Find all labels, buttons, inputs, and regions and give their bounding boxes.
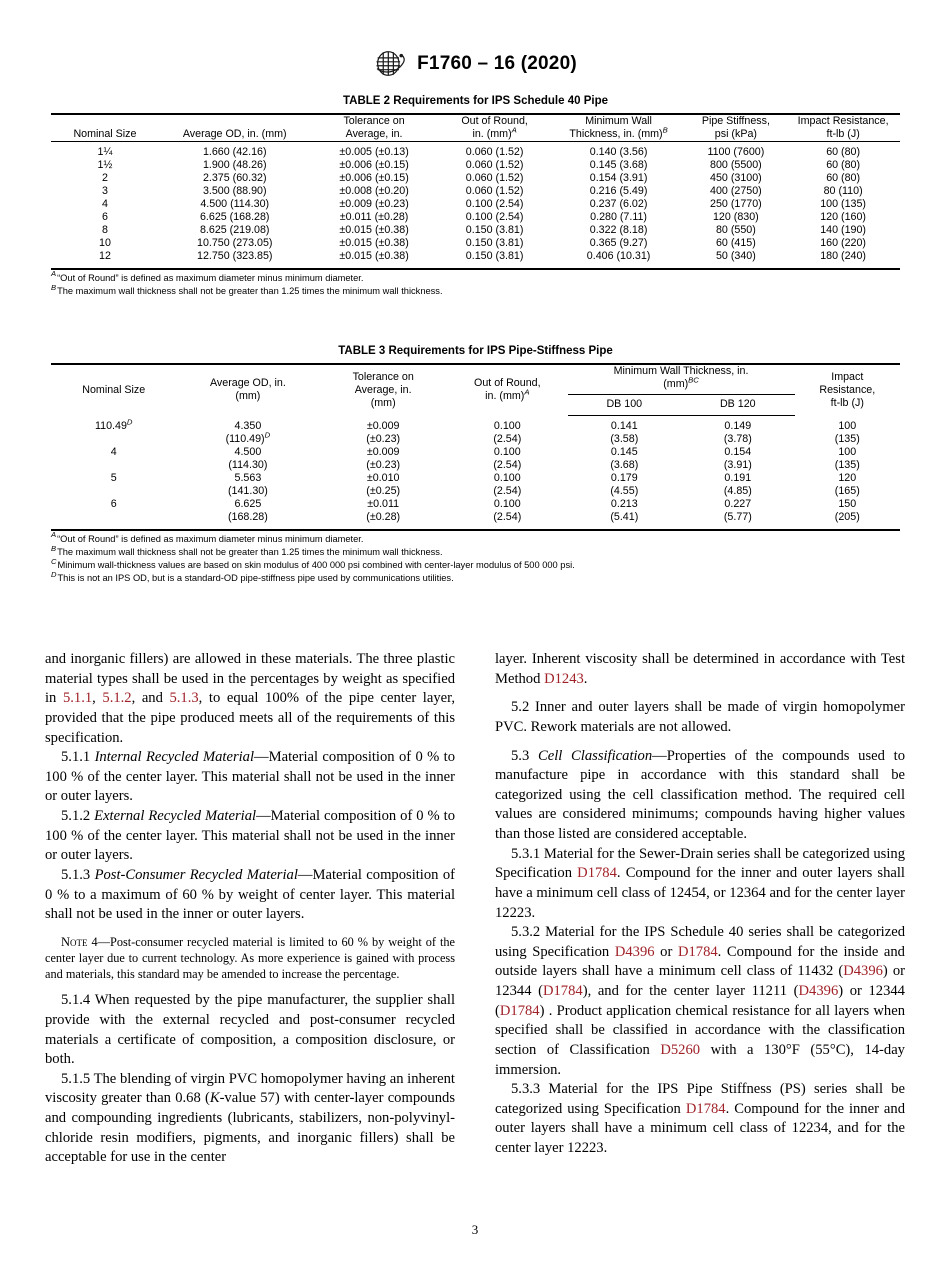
cell-out-of-round-in: 0.100	[493, 472, 521, 485]
cell-out-of-round-mm: (2.54)	[493, 433, 522, 446]
cell-db120-in: 0.227	[724, 498, 752, 511]
footnote-a: $^A$“Out of Round” is defined as maximum diameter minus minimum diameter.	[51, 530, 364, 544]
cell-tolerance-in: ±0.011	[367, 498, 400, 511]
cell-db120-mm: (3.91)	[723, 459, 752, 472]
cell-average-od-mm: (114.30)	[228, 459, 268, 472]
cell-impact-j: (135)	[834, 433, 860, 446]
cell-db100-in: 0.213	[610, 498, 638, 511]
table-row	[51, 433, 900, 446]
standard-ref-d1243[interactable]: D1243	[544, 670, 584, 687]
cell-average-od-in: 4.350	[234, 419, 262, 432]
cell-blank	[51, 511, 176, 529]
standard-ref-d5260[interactable]: D5260	[660, 1041, 701, 1058]
standard-ref-d4396[interactable]: D4396	[798, 983, 839, 999]
right-text-column	[495, 650, 905, 1168]
cell-tolerance-mm: (±0.23)	[366, 433, 401, 446]
paragraph-continuation: and inorganic fillers) are allowed in these materials. The three plastic material types shall be used in the percentages by weight as specified in 5.1.1, 5.1.2, and 5.1.3, to equal 100% of the pipe center layer, provided that the pipe produced meets all of the requirements of this specification.	[45, 651, 456, 746]
note-label: Note	[61, 934, 88, 949]
cell-min-wall: 0.145 (3.68)	[589, 159, 648, 172]
section-5-3-2: 5.3.2 Material for the IPS Schedule 40 series shall be categorized using Specification D4396 or D1784. Compound for the inside and outside layers shall have a minimum cell class of 11432 (D4396) or 12344 (D1784), and for the center layer 11211 (D4396) or 12344 (D1784) . Product application chemical resistance for all layers when specified shall be classified in accordance with the classification section of Classification D5260 with a 130°F (55°C), 14-day immersion.	[495, 924, 905, 1078]
footnote-d: $^D$This is not an IPS OD, but is a standard-OD pipe-stiffness pipe used by communications utilities.	[51, 569, 454, 584]
cell-out-of-round: 0.150 (3.81)	[438, 250, 552, 268]
table-2-block	[51, 95, 900, 298]
table-2-footnotes	[51, 269, 900, 298]
section-5-1-3: 5.1.3 Post-Consumer Recycled Material—Material composition of 0 % to a maximum of 60 % by weight of center layer. This material shall not be used in the inner or outer layers.	[45, 866, 456, 923]
table-row	[51, 172, 900, 185]
cell-out-of-round: 0.060 (1.52)	[465, 159, 524, 172]
table-row	[51, 142, 900, 160]
table-row	[51, 511, 900, 529]
cell-tolerance: ±0.008 (±0.20)	[339, 185, 409, 198]
cell-blank	[51, 459, 176, 472]
t2-col-header-pipe-stiffness: Pipe Stiffness, psi (kPa)	[686, 114, 787, 142]
cell-nominal-size: 3	[101, 185, 108, 198]
cell-nominal-size: 2	[101, 172, 108, 185]
t3-sub-header-db100: DB 100	[568, 395, 682, 416]
footnote-marker-a: A	[511, 125, 517, 135]
cell-pipe-stiffness: 60 (415)	[715, 237, 756, 250]
cell-tolerance-mm: (±0.28)	[319, 511, 447, 529]
cell-out-of-round-in: 0.100	[493, 498, 521, 511]
section-5-2: 5.2 Inner and outer layers shall be made of virgin homopolymer PVC. Rework materials are not allowed.	[495, 699, 905, 735]
cell-pipe-stiffness: 450 (3100)	[710, 172, 762, 185]
cell-db120-mm: (3.78)	[723, 433, 752, 446]
cell-impact-resistance: 180 (240)	[786, 250, 900, 268]
cell-nominal-size: $110.49^D$	[95, 417, 133, 432]
cell-impact-j: (205)	[795, 511, 900, 529]
cell-impact-resistance: 60 (80)	[826, 172, 861, 185]
cell-db100-in: 0.145	[610, 446, 638, 459]
cell-tolerance: ±0.006 (±0.15)	[339, 159, 409, 172]
t2-col-header-average-od: Average OD, in. (mm)	[159, 114, 311, 142]
footnote-marker-a: A	[524, 387, 530, 397]
cell-out-of-round-mm: (2.54)	[493, 459, 522, 472]
cell-db120-mm: (5.77)	[681, 511, 795, 529]
document-header	[0, 50, 950, 77]
table-row	[51, 250, 900, 268]
cell-out-of-round: 0.100 (2.54)	[465, 198, 524, 211]
cell-tolerance-in: ±0.009	[366, 419, 400, 432]
cell-average-od-mm: (168.28)	[176, 511, 319, 529]
cell-db100-in: 0.179	[610, 472, 638, 485]
cell-impact-ft: 100	[838, 446, 857, 459]
table-row	[51, 498, 900, 511]
cell-nominal-size: 12	[51, 250, 159, 268]
cell-pipe-stiffness: 400 (2750)	[710, 185, 762, 198]
cell-nominal-size: 10	[99, 237, 111, 250]
cell-average-od: 1.660 (42.16)	[202, 146, 267, 159]
k-value-italic: K	[209, 1090, 220, 1107]
cell-db100-in: 0.141	[610, 420, 638, 433]
cell-pipe-stiffness: 120 (830)	[712, 211, 759, 224]
footnote-marker-b: B	[662, 125, 668, 135]
section-5-1-2: 5.1.2 External Recycled Material—Material composition of 0 % to 100 % of the center layer. This material shall not be used in the inner or outer layers.	[45, 808, 456, 864]
standard-ref-d4396[interactable]: D4396	[614, 943, 655, 960]
cell-tolerance: ±0.009 (±0.23)	[339, 198, 409, 211]
cell-db100-mm: (4.55)	[610, 485, 639, 498]
t3-col-header-out-of-round: Out of Round, in. (mm)$^A$	[474, 377, 541, 403]
cell-pipe-stiffness: 800 (5500)	[710, 159, 762, 172]
cell-db100-mm: (3.58)	[610, 433, 639, 446]
table-3-footnotes	[51, 530, 900, 586]
cell-out-of-round-mm: (2.54)	[447, 511, 567, 529]
cell-out-of-round-mm: (2.54)	[493, 485, 522, 498]
cell-tolerance-in: ±0.009	[366, 446, 400, 459]
paragraph-continuation: layer. Inherent viscosity shall be determined in accordance with Test Method D1243.	[495, 651, 905, 687]
table-3	[51, 363, 900, 531]
cell-blank	[51, 485, 176, 498]
cell-out-of-round: 0.060 (1.52)	[465, 185, 524, 198]
cell-out-of-round: 0.150 (3.81)	[465, 224, 524, 237]
section-5-3: 5.3 Cell Classification—Properties of the compounds used to manufacture pipe in accordance with this standard shall be categorized using the cell classification method. The required cell values are considered minimums; compounds having higher values than those listed are considered acceptable.	[495, 747, 905, 842]
t3-col-header-impact-resistance: Impact Resistance, ft-lb (J)	[819, 370, 876, 409]
footnote-marker-d: D	[126, 417, 133, 427]
cell-tolerance: ±0.015 (±0.38)	[339, 224, 409, 237]
standard-ref-d1784[interactable]: D1784	[677, 943, 718, 960]
cell-db120-in: 0.154	[724, 446, 752, 459]
table-row	[51, 485, 900, 498]
cell-nominal-size: 6	[110, 498, 117, 511]
t2-col-header-nominal-size: Nominal Size	[51, 114, 159, 142]
section-5-3-1: 5.3.1 Material for the Sewer-Drain series shall be categorized using Specification D1784. Compound for the inner and outer layers shall have a minimum cell class of 12454, or 12364 and for the center layer 12223.	[495, 845, 906, 921]
standard-ref-d1784[interactable]: D1784	[499, 1002, 540, 1019]
table-3-caption: TABLE 3 Requirements for IPS Pipe-Stiffness Pipe	[338, 345, 613, 357]
table-2-body	[51, 142, 900, 269]
table-row	[51, 224, 900, 237]
cell-db100-mm: (5.41)	[568, 511, 682, 529]
cell-average-od: 2.375 (60.32)	[202, 172, 267, 185]
cell-average-od-in: 4.500	[234, 446, 262, 459]
table-row	[51, 159, 900, 172]
table-3-block	[51, 345, 900, 585]
cell-impact-j: (165)	[834, 485, 860, 498]
cell-min-wall: 0.365 (9.27)	[589, 237, 648, 250]
table-2-caption: TABLE 2 Requirements for IPS Schedule 40 Pipe	[343, 95, 608, 107]
t3-col-header-average-od: Average OD, in. (mm)	[209, 377, 286, 403]
cell-average-od: 3.500 (88.90)	[202, 185, 267, 198]
cell-nominal-size: 4	[110, 446, 117, 459]
table-row	[51, 459, 900, 472]
body-text-area	[45, 650, 905, 1168]
cell-tolerance: ±0.015 (±0.38)	[339, 237, 409, 250]
table-row	[51, 211, 900, 224]
cell-db120-in: 0.191	[724, 472, 752, 485]
section-title: Internal Recycled Material	[94, 749, 255, 766]
section-5-1-5: 5.1.5 The blending of virgin PVC homopolymer having an inherent viscosity greater than 0.68 (K-value 57) with center-layer compounds and compounding ingredients (lubricants, stabilizers, non-polyvinyl-chloride resin modifiers, pigments, and inorganic fillers) shall be acceptable for use in the center	[45, 1070, 455, 1166]
cell-average-od: 12.750 (323.85)	[159, 250, 311, 268]
cell-impact-resistance: 100 (135)	[820, 198, 866, 211]
cell-average-od-in: 6.625	[234, 498, 262, 511]
standard-ref-d1784[interactable]: D1784	[685, 1100, 726, 1117]
footnote-c: $^C$Minimum wall-thickness values are based on skin modulus of 400 000 psi combined with center-layer modulus of 500 000 psi.	[51, 556, 575, 570]
table-row	[51, 185, 900, 198]
cell-out-of-round-in: 0.100	[493, 419, 521, 432]
cell-tolerance: ±0.011 (±0.28)	[339, 211, 409, 224]
cell-tolerance: ±0.015 (±0.38)	[311, 250, 438, 268]
footnote-a: $^A$“Out of Round” is defined as maximum diameter minus minimum diameter.	[51, 269, 364, 283]
cell-average-od-mm: $(110.49)^D$	[225, 430, 271, 446]
cell-nominal-size: 4	[101, 198, 108, 211]
cell-db120-in: 0.149	[724, 420, 752, 433]
table-row	[51, 446, 900, 459]
note-4: Note 4—Post-consumer recycled material is limited to 60 % by weight of the center layer due to current technology. As more experience is gained with process and materials, this standard may be amended to increase the percentage.	[45, 934, 455, 982]
standard-ref-d4396[interactable]: D4396	[843, 963, 883, 980]
standard-ref-d1784[interactable]: D1784	[577, 865, 617, 882]
t2-col-header-tolerance: Tolerance on Average, in.	[311, 114, 438, 142]
t3-sub-header-db120: DB 120	[681, 395, 795, 416]
t3-col-header-nominal-size: Nominal Size	[82, 383, 146, 396]
cell-min-wall: 0.140 (3.56)	[589, 146, 648, 159]
cell-tolerance-in: ±0.010	[366, 472, 400, 485]
section-ref-512[interactable]: 5.1.2	[102, 690, 132, 707]
section-ref-511[interactable]: 5.1.1	[62, 690, 93, 707]
table-row	[51, 198, 900, 211]
section-5-3-3: 5.3.3 Material for the IPS Pipe Stiffness (PS) series shall be categorized using Specification D1784. Compound for the inner and outer layers shall have a minimum cell class of 12234, and for the center layer 12223.	[495, 1081, 905, 1156]
cell-db100-mm: (3.68)	[610, 459, 639, 472]
cell-impact-ft: 100	[838, 419, 857, 432]
cell-out-of-round: 0.060 (1.52)	[465, 146, 524, 159]
cell-impact-resistance: 120 (160)	[820, 211, 866, 224]
cell-out-of-round: 0.060 (1.52)	[465, 172, 524, 185]
section-title: External Recycled Material	[94, 808, 257, 824]
table-row	[51, 237, 900, 250]
cell-nominal-size: 8	[101, 224, 108, 237]
cell-impact-j: (135)	[834, 459, 860, 472]
cell-impact-resistance: 60 (80)	[826, 146, 861, 159]
t2-col-header-impact-resistance: Impact Resistance, ft-lb (J)	[786, 114, 900, 142]
cell-average-od: 10.750 (273.05)	[197, 237, 273, 250]
page-number: 3	[471, 1222, 479, 1237]
table-3-body	[51, 416, 900, 530]
footnote-b: $^B$The maximum wall thickness shall not be greater than 1.25 times the minimum wall thickness.	[51, 282, 443, 296]
cell-min-wall: 0.237 (6.02)	[589, 198, 648, 211]
cell-min-wall: 0.154 (3.91)	[589, 172, 648, 185]
cell-impact-resistance: 140 (190)	[820, 224, 866, 237]
t2-col-header-out-of-round: Out of Round, in. (mm)$^A$	[438, 114, 552, 142]
t3-col-header-min-wall-thickness: Minimum Wall Thickness, in. (mm)$^{BC}$	[568, 364, 795, 395]
cell-pipe-stiffness: 1100 (7600)	[707, 146, 765, 159]
cell-average-od: 8.625 (219.08)	[199, 224, 270, 237]
cell-average-od-mm: (141.30)	[227, 485, 268, 498]
cell-average-od: 6.625 (168.28)	[199, 211, 270, 224]
cell-pipe-stiffness: 80 (550)	[715, 224, 756, 237]
cell-pipe-stiffness: 250 (1770)	[710, 198, 762, 211]
cell-blank	[51, 433, 176, 446]
cell-nominal-size: 1½	[97, 159, 113, 172]
cell-impact-ft: 150	[838, 498, 857, 511]
cell-nominal-size: 5	[110, 472, 117, 485]
cell-db120-mm: (4.85)	[723, 485, 752, 498]
cell-impact-resistance: 160 (220)	[820, 237, 866, 250]
table-2	[51, 113, 900, 270]
cell-tolerance-mm: (±0.25)	[366, 485, 401, 498]
footnote-marker-bc: BC	[688, 375, 699, 385]
cell-average-od: 1.900 (48.26)	[202, 159, 267, 172]
section-5-1-1: 5.1.1 Internal Recycled Material—Material composition of 0 % to 100 % of the center layer. This material shall not be used in the inner or outer layers.	[45, 749, 455, 805]
cell-tolerance-mm: (±0.23)	[366, 459, 401, 472]
cell-impact-resistance: 60 (80)	[826, 159, 861, 172]
cell-out-of-round: 0.100 (2.54)	[465, 211, 524, 224]
table-row	[51, 472, 900, 485]
cell-average-od: 4.500 (114.30)	[200, 198, 270, 211]
section-5-1-4: 5.1.4 When requested by the pipe manufacturer, the supplier shall provide with the external recycled and post-consumer recycled materials a certificate of composition, a composition disclosure, or both.	[45, 992, 455, 1068]
cell-min-wall: 0.322 (8.18)	[589, 224, 648, 237]
section-title: Cell Classification	[538, 747, 653, 764]
cell-out-of-round: 0.150 (3.81)	[465, 237, 524, 250]
astm-logo-icon	[373, 50, 407, 77]
cell-impact-resistance: 80 (110)	[823, 185, 863, 198]
t2-col-header-min-wall-thickness: Minimum Wall Thickness, in. (mm)$^B$	[552, 114, 686, 142]
cell-average-od-in: 5.563	[234, 472, 262, 485]
cell-min-wall: 0.406 (10.31)	[552, 250, 686, 268]
cell-tolerance: ±0.006 (±0.15)	[339, 172, 409, 185]
cell-out-of-round-in: 0.100	[493, 446, 521, 459]
cell-impact-ft: 120	[838, 472, 857, 485]
cell-pipe-stiffness: 50 (340)	[686, 250, 787, 268]
standard-ref-d1784[interactable]: D1784	[542, 983, 583, 999]
footnote-b: $^B$The maximum wall thickness shall not be greater than 1.25 times the minimum wall thickness.	[51, 543, 443, 557]
section-ref-513[interactable]: 5.1.3	[169, 690, 199, 707]
document-title: F1760 – 16 (2020)	[417, 52, 577, 74]
cell-nominal-size: 6	[101, 211, 108, 224]
left-text-column	[45, 650, 455, 1168]
cell-tolerance: ±0.005 (±0.13)	[339, 146, 409, 159]
footnote-marker-d: D	[264, 430, 271, 440]
table-row	[51, 416, 900, 434]
cell-min-wall: 0.216 (5.49)	[589, 185, 648, 198]
cell-min-wall: 0.280 (7.11)	[590, 211, 647, 224]
cell-nominal-size: 1¼	[97, 146, 113, 159]
section-title: Post-Consumer Recycled Material	[94, 866, 298, 883]
t3-col-header-tolerance: Tolerance on Average, in. (mm)	[352, 370, 414, 409]
